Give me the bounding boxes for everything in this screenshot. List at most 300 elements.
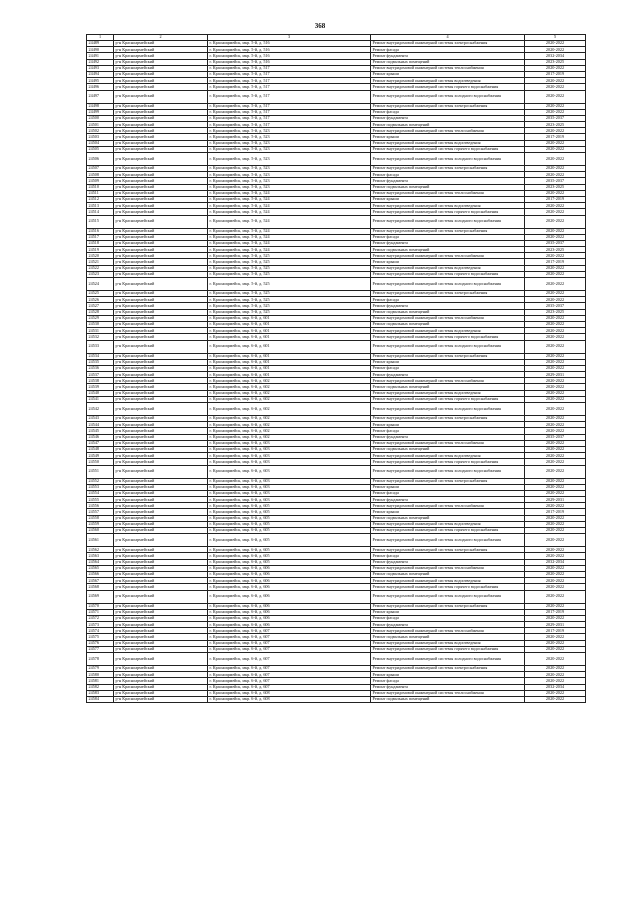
period-cell: 2035-2037 [525, 303, 586, 309]
row-number-cell: 24559 [87, 521, 114, 527]
address-cell: г. Красноармейск, мкр. 6-й, д. 602 [208, 390, 371, 396]
address-cell: г. Красноармейск, мкр. 6-й, д. 605 [208, 509, 371, 515]
period-cell: 2020-2022 [525, 634, 586, 640]
address-cell: г. Красноармейск, мкр. 5-й, д. 516 [208, 59, 371, 65]
period-cell: 2035-2037 [525, 240, 586, 246]
work-type-cell: Ремонт фасада [371, 678, 525, 684]
district-cell: р-н Красноармейский [114, 509, 208, 515]
period-cell: 2020-2022 [525, 340, 586, 353]
district-cell: р-н Красноармейский [114, 396, 208, 402]
period-cell: 2020-2022 [525, 615, 586, 621]
row-number-cell: 24577 [87, 646, 114, 652]
address-cell: г. Красноармейск, мкр. 5-й, д. 525 [208, 265, 371, 271]
work-type-cell: Ремонт внутридомовой инженерной системы водоотведения [371, 521, 525, 527]
row-number-cell: 24516 [87, 228, 114, 234]
address-cell: г. Красноармейск, мкр. 6-й, д. 602 [208, 396, 371, 402]
period-cell: 2020-2022 [525, 84, 586, 90]
period-cell: 2020-2022 [525, 203, 586, 209]
district-cell: р-н Красноармейский [114, 297, 208, 303]
work-type-cell: Ремонт крыши [371, 359, 525, 365]
row-number-cell: 24543 [87, 416, 114, 422]
work-type-cell: Ремонт подвальных помещений [371, 696, 525, 702]
work-type-cell: Ремонт внутридомовой инженерной системы горячего водоснабжения [371, 646, 525, 652]
address-cell: г. Красноармейск, мкр. 5-й, д. 524 [208, 247, 371, 253]
period-cell: 2020-2022 [525, 228, 586, 234]
district-cell: р-н Красноармейский [114, 497, 208, 503]
district-cell: р-н Красноармейский [114, 47, 208, 53]
period-cell: 2035-2037 [525, 178, 586, 184]
district-cell: р-н Красноармейский [114, 140, 208, 146]
district-cell: р-н Красноармейский [114, 71, 208, 77]
period-cell: 2020-2022 [525, 128, 586, 134]
row-number-cell: 24504 [87, 140, 114, 146]
work-type-cell: Ремонт внутридомовой инженерной системы холодного водоснабжения [371, 90, 525, 103]
period-cell: 2017-2019 [525, 509, 586, 515]
row-number-cell: 24524 [87, 278, 114, 291]
district-cell: р-н Красноармейский [114, 615, 208, 621]
column-header-number: 1 [87, 35, 114, 41]
district-cell: р-н Красноармейский [114, 503, 208, 509]
address-cell: г. Красноармейск, мкр. 5-й, д. 524 [208, 203, 371, 209]
period-cell: 2020-2022 [525, 696, 586, 702]
work-type-cell: Ремонт фундамента [371, 497, 525, 503]
work-type-cell: Ремонт фасада [371, 428, 525, 434]
period-cell: 2020-2022 [525, 190, 586, 196]
period-cell: 2020-2022 [525, 390, 586, 396]
address-cell: г. Красноармейск, мкр. 5-й, д. 523 [208, 184, 371, 190]
address-cell: г. Красноармейск, мкр. 6-й, д. 601 [208, 328, 371, 334]
row-number-cell: 24572 [87, 615, 114, 621]
period-cell: 2023-2025 [525, 247, 586, 253]
work-type-cell: Ремонт внутридомовой инженерной системы холодного водоснабжения [371, 340, 525, 353]
period-cell: 2020-2022 [525, 297, 586, 303]
work-type-cell: Ремонт внутридомовой инженерной системы холодного водоснабжения [371, 278, 525, 291]
period-cell: 2020-2022 [525, 315, 586, 321]
district-cell: р-н Красноармейский [114, 59, 208, 65]
work-type-cell: Ремонт внутридомовой инженерной системы холодного водоснабжения [371, 465, 525, 478]
period-cell: 2020-2022 [525, 172, 586, 178]
address-cell: г. Красноармейск, мкр. 6-й, д. 603 [208, 465, 371, 478]
work-type-cell: Ремонт подвальных помещений [371, 122, 525, 128]
work-type-cell: Ремонт внутридомовой инженерной системы теплоснабжения [371, 378, 525, 384]
period-cell: 2020-2022 [525, 672, 586, 678]
table-row [87, 534, 586, 547]
district-cell: р-н Красноармейский [114, 65, 208, 71]
district-cell: р-н Красноармейский [114, 84, 208, 90]
district-cell: р-н Красноармейский [114, 115, 208, 121]
district-cell: р-н Красноармейский [114, 428, 208, 434]
address-cell: г. Красноармейск, мкр. 5-й, д. 525 [208, 271, 371, 277]
period-cell: 2023-2025 [525, 59, 586, 65]
address-cell: г. Красноармейск, мкр. 5-й, д. 516 [208, 41, 371, 47]
period-cell: 2020-2022 [525, 440, 586, 446]
district-cell: р-н Красноармейский [114, 622, 208, 628]
period-cell: 2020-2022 [525, 416, 586, 422]
address-cell: г. Красноармейск, мкр. 5-й, д. 525 [208, 303, 371, 309]
district-cell: р-н Красноармейский [114, 603, 208, 609]
row-number-cell: 24565 [87, 565, 114, 571]
work-type-cell: Ремонт фундамента [371, 684, 525, 690]
work-type-cell: Ремонт фасада [371, 553, 525, 559]
period-cell: 2020-2022 [525, 590, 586, 603]
period-cell: 2023-2025 [525, 309, 586, 315]
period-cell: 2020-2022 [525, 359, 586, 365]
row-number-cell: 24534 [87, 353, 114, 359]
address-cell: г. Красноармейск, мкр. 5-й, д. 524 [208, 190, 371, 196]
work-type-cell: Ремонт фундамента [371, 622, 525, 628]
address-cell: г. Красноармейск, мкр. 5-й, д. 523 [208, 128, 371, 134]
address-cell: г. Красноармейск, мкр. 6-й, д. 608 [208, 690, 371, 696]
row-number-cell: 24545 [87, 428, 114, 434]
table-row [87, 340, 586, 353]
period-cell: 2020-2022 [525, 353, 586, 359]
work-type-cell: Ремонт крыши [371, 609, 525, 615]
work-type-cell: Ремонт внутридомовой инженерной системы теплоснабжения [371, 315, 525, 321]
period-cell: 2020-2022 [525, 515, 586, 521]
period-cell: 2020-2022 [525, 321, 586, 327]
row-number-cell: 24517 [87, 234, 114, 240]
work-type-cell: Ремонт фасада [371, 234, 525, 240]
address-cell: г. Красноармейск, мкр. 6-й, д. 606 [208, 603, 371, 609]
period-cell: 2017-2019 [525, 259, 586, 265]
address-cell: г. Красноармейск, мкр. 5-й, д. 525 [208, 253, 371, 259]
period-cell: 2020-2022 [525, 146, 586, 152]
period-cell: 2020-2022 [525, 428, 586, 434]
period-cell: 2020-2022 [525, 90, 586, 103]
row-number-cell: 24496 [87, 84, 114, 90]
district-cell: р-н Красноармейский [114, 215, 208, 228]
period-cell: 2017-2019 [525, 609, 586, 615]
district-cell: р-н Красноармейский [114, 578, 208, 584]
work-type-cell: Ремонт фасада [371, 490, 525, 496]
row-number-cell: 24521 [87, 259, 114, 265]
district-cell: р-н Красноармейский [114, 653, 208, 666]
work-type-cell: Ремонт крыши [371, 672, 525, 678]
row-number-cell: 24511 [87, 190, 114, 196]
period-cell: 2032-2034 [525, 53, 586, 59]
work-type-cell: Ремонт фундамента [371, 303, 525, 309]
row-number-cell: 24546 [87, 434, 114, 440]
district-cell: р-н Красноармейский [114, 528, 208, 534]
work-type-cell: Ремонт внутридомовой инженерной системы электроснабжения [371, 416, 525, 422]
district-cell: р-н Красноармейский [114, 534, 208, 547]
district-cell: р-н Красноармейский [114, 490, 208, 496]
work-type-cell: Ремонт внутридомовой инженерной системы водоотведения [371, 140, 525, 146]
period-cell: 2020-2022 [525, 209, 586, 215]
district-cell: р-н Красноармейский [114, 547, 208, 553]
work-type-cell: Ремонт фундамента [371, 53, 525, 59]
period-cell: 2020-2022 [525, 103, 586, 109]
district-cell: р-н Красноармейский [114, 203, 208, 209]
work-type-cell: Ремонт внутридомовой инженерной системы электроснабжения [371, 478, 525, 484]
district-cell: р-н Красноармейский [114, 190, 208, 196]
district-cell: р-н Красноармейский [114, 515, 208, 521]
period-cell: 2020-2022 [525, 41, 586, 47]
address-cell: г. Красноармейск, мкр. 6-й, д. 603 [208, 484, 371, 490]
address-cell: г. Красноармейск, мкр. 5-й, д. 525 [208, 259, 371, 265]
row-number-cell: 24547 [87, 440, 114, 446]
work-type-cell: Ремонт внутридомовой инженерной системы теплоснабжения [371, 440, 525, 446]
row-number-cell: 24580 [87, 672, 114, 678]
period-cell: 2020-2022 [525, 253, 586, 259]
row-number-cell: 24567 [87, 578, 114, 584]
row-number-cell: 24514 [87, 209, 114, 215]
district-cell: р-н Красноармейский [114, 372, 208, 378]
period-cell: 2020-2022 [525, 215, 586, 228]
row-number-cell: 24526 [87, 297, 114, 303]
period-cell: 2020-2022 [525, 378, 586, 384]
address-cell: г. Красноармейск, мкр. 5-й, д. 524 [208, 240, 371, 246]
row-number-cell: 24542 [87, 403, 114, 416]
address-cell: г. Красноармейск, мкр. 6-й, д. 608 [208, 696, 371, 702]
row-number-cell: 24509 [87, 178, 114, 184]
row-number-cell: 24499 [87, 109, 114, 115]
period-cell: 2020-2022 [525, 584, 586, 590]
row-number-cell: 24532 [87, 334, 114, 340]
row-number-cell: 24495 [87, 78, 114, 84]
address-cell: г. Красноармейск, мкр. 5-й, д. 517 [208, 115, 371, 121]
work-type-cell: Ремонт фундамента [371, 434, 525, 440]
address-cell: г. Красноармейск, мкр. 6-й, д. 601 [208, 340, 371, 353]
period-cell: 2020-2022 [525, 334, 586, 340]
address-cell: г. Красноармейск, мкр. 6-й, д. 602 [208, 403, 371, 416]
row-number-cell: 24510 [87, 184, 114, 190]
row-number-cell: 24584 [87, 696, 114, 702]
row-number-cell: 24536 [87, 365, 114, 371]
address-cell: г. Красноармейск, мкр. 5-й, д. 525 [208, 297, 371, 303]
work-type-cell: Ремонт подвальных помещений [371, 634, 525, 640]
row-number-cell: 24492 [87, 59, 114, 65]
period-cell: 2029-2031 [525, 622, 586, 628]
work-type-cell: Ремонт фундамента [371, 115, 525, 121]
district-cell: р-н Красноармейский [114, 365, 208, 371]
address-cell: г. Красноармейск, мкр. 6-й, д. 607 [208, 666, 371, 672]
row-number-cell: 24528 [87, 309, 114, 315]
district-cell: р-н Красноармейский [114, 553, 208, 559]
work-type-cell: Ремонт подвальных помещений [371, 247, 525, 253]
work-type-cell: Ремонт внутридомовой инженерной системы теплоснабжения [371, 128, 525, 134]
district-cell: р-н Красноармейский [114, 478, 208, 484]
address-cell: г. Красноармейск, мкр. 6-й, д. 605 [208, 528, 371, 534]
registry-table [86, 34, 586, 703]
row-number-cell: 24505 [87, 146, 114, 152]
work-type-cell: Ремонт внутридомовой инженерной системы горячего водоснабжения [371, 146, 525, 152]
work-type-cell: Ремонт крыши [371, 71, 525, 77]
work-type-cell: Ремонт фасада [371, 109, 525, 115]
work-type-cell: Ремонт подвальных помещений [371, 446, 525, 452]
district-cell: р-н Красноармейский [114, 690, 208, 696]
work-type-cell: Ремонт подвальных помещений [371, 309, 525, 315]
district-cell: р-н Красноармейский [114, 390, 208, 396]
work-type-cell: Ремонт внутридомовой инженерной системы водоотведения [371, 640, 525, 646]
work-type-cell: Ремонт внутридомовой инженерной системы теплоснабжения [371, 253, 525, 259]
district-cell: р-н Красноармейский [114, 178, 208, 184]
district-cell: р-н Красноармейский [114, 328, 208, 334]
district-cell: р-н Красноармейский [114, 465, 208, 478]
row-number-cell: 24540 [87, 390, 114, 396]
period-cell: 2017-2019 [525, 71, 586, 77]
district-cell: р-н Красноармейский [114, 434, 208, 440]
period-cell: 2020-2022 [525, 166, 586, 172]
address-cell: г. Красноармейск, мкр. 5-й, д. 517 [208, 109, 371, 115]
district-cell: р-н Красноармейский [114, 259, 208, 265]
address-cell: г. Красноармейск, мкр. 6-й, д. 606 [208, 584, 371, 590]
row-number-cell: 24498 [87, 103, 114, 109]
address-cell: г. Красноармейск, мкр. 6-й, д. 603 [208, 440, 371, 446]
district-cell: р-н Красноармейский [114, 446, 208, 452]
address-cell: г. Красноармейск, мкр. 6-й, д. 603 [208, 453, 371, 459]
work-type-cell: Ремонт внутридомовой инженерной системы теплоснабжения [371, 690, 525, 696]
row-number-cell: 24582 [87, 684, 114, 690]
district-cell: р-н Красноармейский [114, 666, 208, 672]
period-cell: 2020-2022 [525, 690, 586, 696]
row-number-cell: 24556 [87, 503, 114, 509]
row-number-cell: 24552 [87, 478, 114, 484]
row-number-cell: 24564 [87, 559, 114, 565]
address-cell: г. Красноармейск, мкр. 6-й, д. 602 [208, 416, 371, 422]
period-cell: 2020-2022 [525, 446, 586, 452]
row-number-cell: 24522 [87, 265, 114, 271]
address-cell: г. Красноармейск, мкр. 6-й, д. 605 [208, 553, 371, 559]
period-cell: 2020-2022 [525, 565, 586, 571]
row-number-cell: 24576 [87, 640, 114, 646]
district-cell: р-н Красноармейский [114, 234, 208, 240]
work-type-cell: Ремонт крыши [371, 196, 525, 202]
period-cell: 2020-2022 [525, 109, 586, 115]
row-number-cell: 24538 [87, 378, 114, 384]
row-number-cell: 24574 [87, 628, 114, 634]
table-row [87, 278, 586, 291]
period-cell: 2020-2022 [525, 603, 586, 609]
district-cell: р-н Красноармейский [114, 166, 208, 172]
table-row [87, 696, 586, 702]
address-cell: г. Красноармейск, мкр. 6-й, д. 605 [208, 559, 371, 565]
address-cell: г. Красноармейск, мкр. 6-й, д. 602 [208, 428, 371, 434]
column-header-district: 2 [114, 35, 208, 41]
period-cell: 2035-2037 [525, 434, 586, 440]
row-number-cell: 24500 [87, 115, 114, 121]
work-type-cell: Ремонт крыши [371, 484, 525, 490]
row-number-cell: 24539 [87, 384, 114, 390]
address-cell: г. Красноармейск, мкр. 6-й, д. 603 [208, 446, 371, 452]
work-type-cell: Ремонт внутридомовой инженерной системы горячего водоснабжения [371, 396, 525, 402]
address-cell: г. Красноармейск, мкр. 6-й, д. 601 [208, 353, 371, 359]
address-cell: г. Красноармейск, мкр. 6-й, д. 606 [208, 615, 371, 621]
row-number-cell: 24569 [87, 590, 114, 603]
period-cell: 2020-2022 [525, 484, 586, 490]
work-type-cell: Ремонт внутридомовой инженерной системы электроснабжения [371, 228, 525, 234]
period-cell: 2017-2019 [525, 196, 586, 202]
address-cell: г. Красноармейск, мкр. 6-й, д. 607 [208, 628, 371, 634]
work-type-cell: Ремонт внутридомовой инженерной системы водоотведения [371, 265, 525, 271]
row-number-cell: 24544 [87, 422, 114, 428]
row-number-cell: 24503 [87, 134, 114, 140]
address-cell: г. Красноармейск, мкр. 5-й, д. 524 [208, 228, 371, 234]
row-number-cell: 24535 [87, 359, 114, 365]
period-cell: 2029-2031 [525, 372, 586, 378]
address-cell: г. Красноармейск, мкр. 5-й, д. 525 [208, 309, 371, 315]
address-cell: г. Красноармейск, мкр. 6-й, д. 607 [208, 646, 371, 652]
district-cell: р-н Красноармейский [114, 609, 208, 615]
row-number-cell: 24571 [87, 609, 114, 615]
work-type-cell: Ремонт внутридомовой инженерной системы водоотведения [371, 203, 525, 209]
row-number-cell: 24573 [87, 622, 114, 628]
table-row [87, 215, 586, 228]
address-cell: г. Красноармейск, мкр. 5-й, д. 516 [208, 47, 371, 53]
row-number-cell: 24578 [87, 653, 114, 666]
district-cell: р-н Красноармейский [114, 384, 208, 390]
row-number-cell: 24581 [87, 678, 114, 684]
work-type-cell: Ремонт внутридомовой инженерной системы водоотведения [371, 328, 525, 334]
work-type-cell: Ремонт внутридомовой инженерной системы электроснабжения [371, 41, 525, 47]
address-cell: г. Красноармейск, мкр. 5-й, д. 516 [208, 53, 371, 59]
address-cell: г. Красноармейск, мкр. 5-й, д. 523 [208, 172, 371, 178]
address-cell: г. Красноармейск, мкр. 6-й, д. 603 [208, 459, 371, 465]
row-number-cell: 24530 [87, 321, 114, 327]
row-number-cell: 24519 [87, 247, 114, 253]
district-cell: р-н Красноармейский [114, 209, 208, 215]
address-cell: г. Красноармейск, мкр. 6-й, д. 606 [208, 622, 371, 628]
page-number: 368 [314, 22, 326, 30]
row-number-cell: 24523 [87, 271, 114, 277]
row-number-cell: 24493 [87, 65, 114, 71]
address-cell: г. Красноармейск, мкр. 5-й, д. 525 [208, 278, 371, 291]
district-cell: р-н Красноармейский [114, 265, 208, 271]
district-cell: р-н Красноармейский [114, 378, 208, 384]
work-type-cell: Ремонт фасада [371, 172, 525, 178]
row-number-cell: 24554 [87, 490, 114, 496]
work-type-cell: Ремонт внутридомовой инженерной системы холодного водоснабжения [371, 215, 525, 228]
district-cell: р-н Красноармейский [114, 309, 208, 315]
period-cell: 2020-2022 [525, 521, 586, 527]
period-cell: 2020-2022 [525, 453, 586, 459]
period-cell: 2020-2022 [525, 278, 586, 291]
row-number-cell: 24502 [87, 128, 114, 134]
address-cell: г. Красноармейск, мкр. 6-й, д. 601 [208, 372, 371, 378]
district-cell: р-н Красноармейский [114, 240, 208, 246]
work-type-cell: Ремонт крыши [371, 422, 525, 428]
work-type-cell: Ремонт внутридомовой инженерной системы холодного водоснабжения [371, 403, 525, 416]
period-cell: 2020-2022 [525, 534, 586, 547]
period-cell: 2020-2022 [525, 365, 586, 371]
work-type-cell: Ремонт подвальных помещений [371, 59, 525, 65]
row-number-cell: 24561 [87, 534, 114, 547]
address-cell: г. Красноармейск, мкр. 6-й, д. 607 [208, 653, 371, 666]
period-cell: 2029-2031 [525, 497, 586, 503]
district-cell: р-н Красноармейский [114, 440, 208, 446]
address-cell: г. Красноармейск, мкр. 6-й, д. 606 [208, 565, 371, 571]
address-cell: г. Красноармейск, мкр. 6-й, д. 603 [208, 490, 371, 496]
row-number-cell: 24579 [87, 666, 114, 672]
period-cell: 2020-2022 [525, 459, 586, 465]
row-number-cell: 24513 [87, 203, 114, 209]
work-type-cell: Ремонт внутридомовой инженерной системы горячего водоснабжения [371, 584, 525, 590]
column-header-address: 3 [208, 35, 371, 41]
period-cell: 2032-2034 [525, 684, 586, 690]
row-number-cell: 24566 [87, 571, 114, 577]
district-cell: р-н Красноармейский [114, 303, 208, 309]
address-cell: г. Красноармейск, мкр. 6-й, д. 607 [208, 684, 371, 690]
row-number-cell: 24551 [87, 465, 114, 478]
period-cell: 2020-2022 [525, 265, 586, 271]
period-cell: 2020-2022 [525, 78, 586, 84]
district-cell: р-н Красноармейский [114, 78, 208, 84]
district-cell: р-н Красноармейский [114, 359, 208, 365]
address-cell: г. Красноармейск, мкр. 5-й, д. 517 [208, 78, 371, 84]
row-number-cell: 24570 [87, 603, 114, 609]
address-cell: г. Красноармейск, мкр. 5-й, д. 523 [208, 134, 371, 140]
district-cell: р-н Красноармейский [114, 422, 208, 428]
